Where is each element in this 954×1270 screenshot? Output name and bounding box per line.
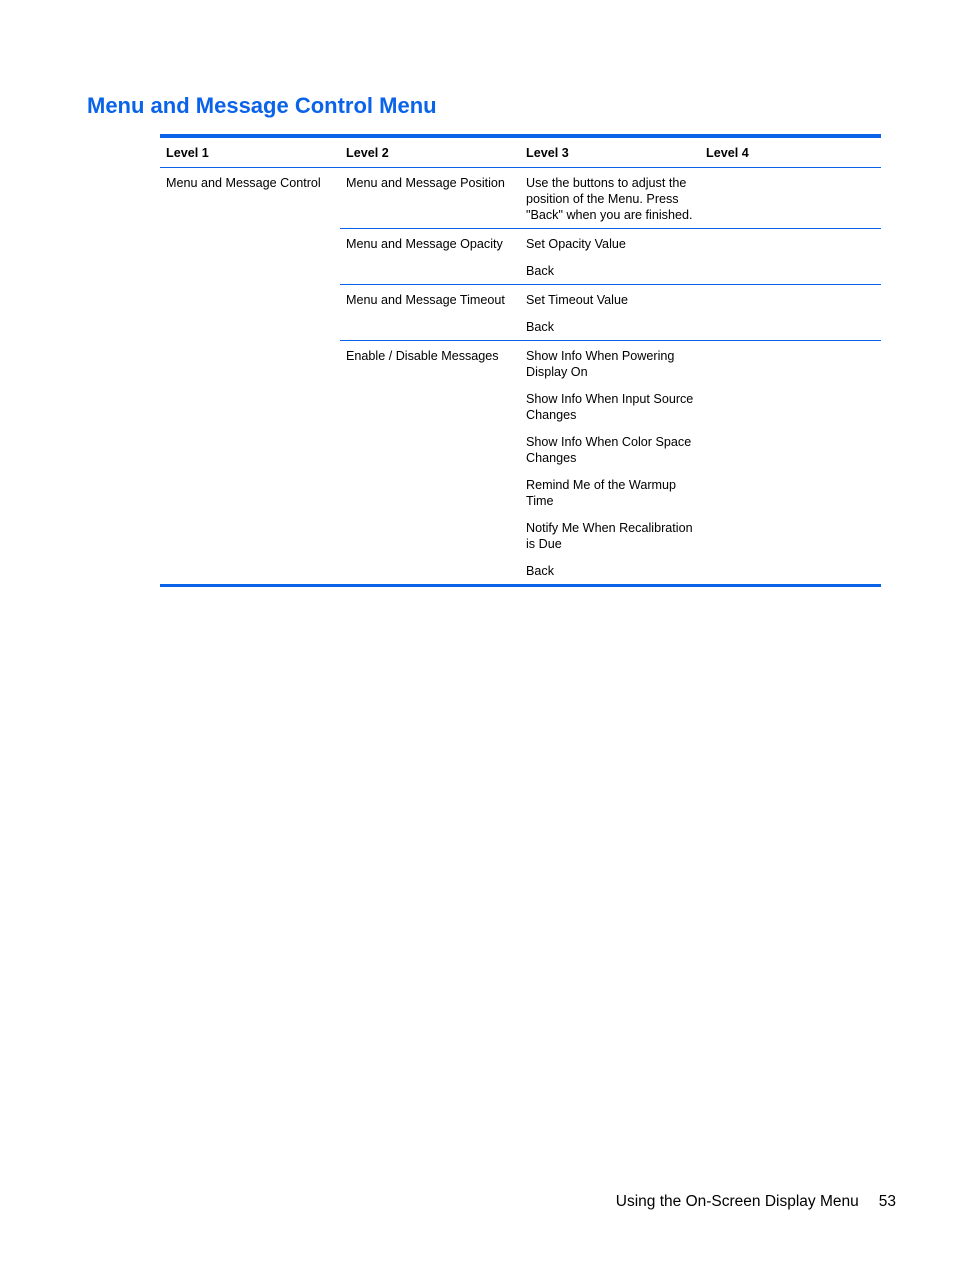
level4-cell	[700, 347, 881, 579]
level3-item: Remind Me of the Warmup Time	[526, 478, 677, 508]
level3-cell	[520, 235, 700, 279]
level3-item: Show Info When Powering Display On	[526, 349, 675, 379]
level4-cell	[700, 235, 881, 279]
level3-item: Use the buttons to adjust the position of the Menu. Press "Back" when you are finished.	[526, 176, 693, 222]
page-footer	[616, 1192, 896, 1212]
header-level-4: Level 4	[706, 145, 749, 160]
level3-item: Back	[526, 264, 554, 278]
table-row	[340, 229, 881, 285]
level2-cell: Menu and Message Timeout	[346, 293, 505, 307]
level2-cell: Enable / Disable Messages	[346, 349, 499, 363]
level3-cell	[520, 347, 700, 579]
table-body	[160, 168, 881, 584]
header-level-2: Level 2	[346, 145, 389, 160]
page-number: 53	[878, 1193, 896, 1210]
page-title: Menu and Message Control Menu	[87, 93, 437, 118]
table-row	[340, 341, 881, 584]
level2-cell: Menu and Message Opacity	[346, 237, 503, 251]
level4-cell	[700, 291, 881, 335]
level3-item: Show Info When Color Space Changes	[526, 435, 692, 465]
level1-cell: Menu and Message Control	[166, 176, 321, 190]
footer-section-title: Using the On-Screen Display Menu	[615, 1193, 859, 1210]
table-row	[340, 168, 881, 229]
table-header-row	[160, 138, 881, 168]
level2-cell: Menu and Message Position	[346, 176, 505, 190]
header-level-1: Level 1	[166, 145, 209, 160]
table-row	[340, 285, 881, 341]
level2-groups	[340, 168, 881, 584]
level3-cell	[520, 291, 700, 335]
level3-item: Show Info When Input Source Changes	[526, 392, 694, 422]
level3-item: Set Timeout Value	[526, 293, 628, 307]
level3-item: Back	[526, 320, 554, 334]
level3-cell	[520, 174, 700, 223]
level4-cell	[700, 174, 881, 223]
level3-item: Back	[526, 564, 554, 578]
header-level-3: Level 3	[526, 145, 569, 160]
level3-item: Notify Me When Recalibration is Due	[526, 521, 693, 551]
menu-table	[160, 134, 881, 587]
level3-item: Set Opacity Value	[526, 237, 626, 251]
